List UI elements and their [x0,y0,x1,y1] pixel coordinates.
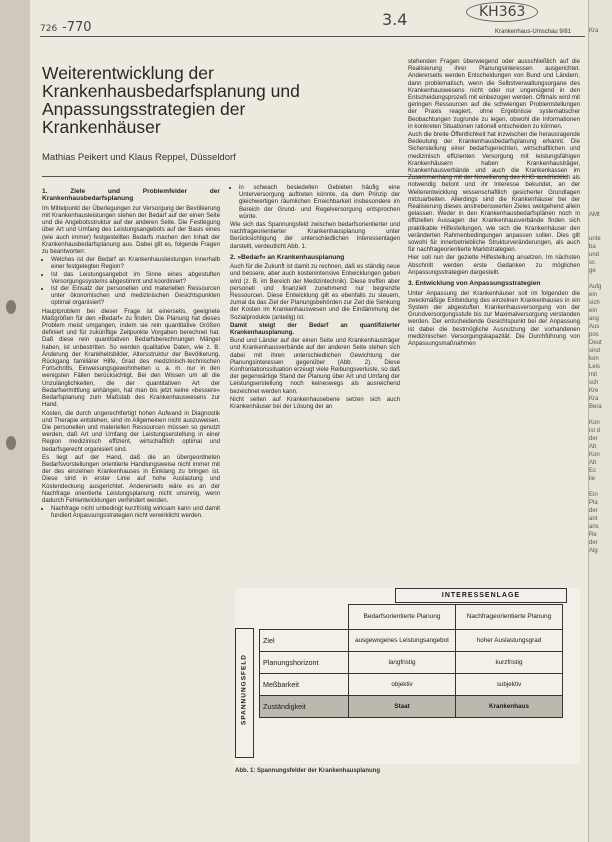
header-rule [40,36,585,37]
adjacent-page-fragment: Kra [589,28,599,34]
page-number: 726 [40,24,58,34]
table-cell: kurzfristig [456,652,563,674]
paragraph: Im Mittelpunkt der Überlegungen zur Versorgung der Bevölkerung mit Krankenhausleistungen stehen der Bedarf auf der einen Seite und die Angebotsstruktur auf der anderen Seite. Die Festlegung über Art und Umfang des Leistungsangebots auf der Basis eines (wie auch immer) festgestellten Bedarfs machen den Inhalt der Krankenhausbedarfsplanung aus. Dabei gilt es, folgende Fragen zu beantworten: [42,204,220,256]
empty-corner [260,605,349,630]
paragraph: Auch die breite Öffentlichkeit hat inzwischen die herausragende Bedeutung der Krankenhausbedarfsplanung erkannt. Die Sicherstellung einer bedarfsgerechten, wirtschaftlichen und medizinisch effizienten Versorgung mit leistungsfähigen Krankenhäusern haben Krankenhausträger, Krankenhausverbände und auch die Krankenkassen im Zusammenhang mit der Novellierung des KHG ausdrücklich als notwendig betont und ihr Interesse bekundet, an der Weiterentwicklung wissenschaftlich gesicherter Grundlagen mitzuarbeiten. Allerdings sind die Krankenhäuser bei der Realisierung dieses anstrebenswerten Zieles weitgehend allein gelassen. Weder in den Krankenhausbedarfsplänen noch in offiziellen Aussagen der Krankenhausverbände finden sich praktikable Hilfestellungen, wie sich die Krankenhäuser den veränderten Rahmenbedingungen anpassen sollen. Dies gilt sowohl für innerbetriebliche Strukturveränderungen, als auch für nachfrageorientierte Marktstrategien. [408,131,580,254]
adjacent-page-fragment: mit [589,372,597,378]
adjacent-page-fragment: Aus [589,324,600,330]
adjacent-page-fragment: AMt [589,212,600,218]
section-heading-2: 2. »Bedarf« an Krankenhausplanung [230,253,345,261]
paragraph: Unter Anpassung der Krankenhäuser soll im folgenden die zweckmäßige Einbindung des einzelnen Krankenhauses in ein System der abgestuften Krankenhausversorgung von der Grundversorgungsstufe bis zur Maximalversorgung verstanden werden. Der entscheidende Gesichtspunkt bei der Anpassung ist dabei die bestmögliche Ausnutzung der vorhandenen medizinischen Versorgungskapazität. Die Durchführung von Anpassungsmaßnahmen [408,289,580,347]
tension-field-label: SPANNUNGSFELD [240,653,248,726]
table-cell: Staat [349,696,456,718]
adjacent-page-fragment: Kre [589,388,599,394]
row-label: Planungshorizont [260,652,349,674]
adjacent-page-fragment [589,116,612,124]
adjacent-page-fragment [589,100,612,108]
adjacent-page-fragment: Re [589,532,597,538]
adjacent-page-fragment [589,204,612,212]
adjacent-page-fragment: Ab [589,444,597,450]
bullet-list [230,184,400,220]
adjacent-page-fragment [589,188,612,196]
journal-header: Krankenhaus-Umschau 9/81 [495,29,572,35]
adjacent-page-fragment: Bera [589,404,602,410]
bullet-list [42,505,220,519]
adjacent-page-fragment: ge [589,268,596,274]
adjacent-page-fragment [589,68,612,76]
adjacent-page-fragment: ist d [589,428,601,434]
row-label: Meßbarkeit [260,674,349,696]
adjacent-page-edge [588,0,612,842]
handwritten-number: 3.4 [382,10,408,29]
list-item: • Ist der Einsatz der personellen und materiellen Ressourcen unter ökonomischen und medizinischen Gesichtspunkten optimal organisiert? [51,285,220,307]
adjacent-page-fragment [589,36,612,44]
table-row [260,652,563,674]
adjacent-page-fragment [589,84,612,92]
column-2 [230,184,400,411]
adjacent-page-fragment: Kon [589,452,600,458]
adjacent-page-fragment: sch [589,380,599,386]
figure-interest-matrix [235,588,580,764]
paragraph-bold: Damit steigt der Bedarf an quantifizierter Krankenhausplanung. [230,321,400,337]
table-cell: ausgewogenes Leistungsangebot [349,630,456,652]
adjacent-page-fragment [589,132,612,140]
bullet-list [42,256,220,306]
adjacent-page-fragment [589,276,612,284]
row-label: Ziel [260,630,349,652]
adjacent-page-fragment [589,60,612,68]
paragraph: Bund und Länder auf der einen Seite und Krankenhausträger und Krankenhausverbände auf der anderen Seite stehen sich dabei mit ihren unterschiedlichen Gewichtung der Planungsinteressen gegenüber (Abb. 2). Diese Konfrontationssituation erzeugt viele Reibungsverluste, so daß der gegenwärtige Stand der Planung über Art und Umfang der Leistungserstellung noch keineswegs als ausreichend bezeichnet werden kann. [230,337,400,395]
adjacent-page-fragment: sind [589,348,601,354]
table-row [260,630,563,652]
adjacent-page-fragment: ang [589,316,600,322]
paragraph: Nicht selten auf Krankenhausebene setzen sich auch Krankenhäuser bei der Lösung der an [230,395,400,411]
archive-stamp: KH363 [466,2,538,22]
adjacent-page-fragment [589,412,612,420]
adjacent-page-fragment: pos [589,332,599,338]
adjacent-page-fragment: Kra [589,396,599,402]
adjacent-page-fragment: Ein [589,492,598,498]
punch-hole-top [6,300,16,314]
adjacent-page-fragment [589,52,612,60]
adjacent-page-fragment: Alg [589,548,598,554]
paragraph: Wie sich das Spannungsfeld zwischen bedarfsorientierter und nachfrageorientierter Krankenhausplanung unter Berücksichtigung der unterschiedlichen Interessenlagen darstellt, verdeutlicht Abb. 1. [230,221,400,250]
adjacent-page-fragment: der [589,436,598,442]
interest-label: INTERESSENLAGE [395,588,567,603]
adjacent-page-fragment: sc [589,260,595,266]
column-header: Bedarfsorientierte Planung [349,605,456,630]
table-row [260,674,563,696]
adjacent-page-fragment [589,140,612,148]
adjacent-page-fragment [589,228,612,236]
column-1 [42,184,220,521]
adjacent-page-fragment [589,92,612,100]
paragraph: Hier soll nun der gezielte Hilfestellung ansetzen. Im nächsten Abschnitt werden erste Gedanken zu möglichen Anpassungsstrategien dargestellt. [408,254,580,276]
adjacent-page-fragment: kon [589,356,599,362]
handwritten-mark: -770 [62,20,92,35]
article-title: Weiterentwicklung der Krankenhausbedarfsplanung und Anpassungsstrategien der Krankenhäuser [42,62,300,137]
adjacent-page-fragment [589,76,612,84]
adjacent-page-fragment [589,172,612,180]
list-item: • Welches ist der Bedarf an Krankenhausleistungen innerhalb einer festgelegten Region? [51,256,220,270]
binding-edge [0,0,30,842]
punch-hole-bottom [6,436,16,450]
adjacent-page-fragment: ant [589,516,598,522]
adjacent-page-fragment: Ec [589,468,597,474]
adjacent-page-fragment [589,484,612,492]
table-cell: hoher Auslastungsgrad [456,630,563,652]
list-item: • Ist das Leistungsangebot im Sinne eines abgestuften Versorgungssystems abgestimmt und koordiniert? [51,271,220,285]
column-header: Nachfrageorientierte Planung [456,605,563,630]
adjacent-page-fragment [589,148,612,156]
interest-table [259,604,563,718]
table-cell: Krankenhaus [456,696,563,718]
table-cell: objektiv [349,674,456,696]
adjacent-page-fragment: unte [589,236,601,242]
adjacent-page-fragment: ein [589,308,598,314]
table-row [260,696,563,718]
adjacent-page-fragment [589,44,612,52]
adjacent-page-fragment: der [589,508,598,514]
adjacent-page-fragment: lie [589,476,596,482]
row-label: Zuständigkeit [260,696,349,718]
column-3 [408,58,580,348]
paragraph: Hauptproblem bei dieser Frage ist einerseits, geeignete Maßgrößen für den »Bedarf« zu finden. Die Planung hat dieses Problem meist umgangen, indem sie rein quantitative Größen definiert und für zukünftige Zeitpunkte Vorgaben berechnet hat. Daß diese rein quantitativen Bedarfsberechnungen Mängel haben, ist unbestritten. So werden qualitative Daten, wie z. B. Änderung der Krankheitsbilder, Altersstruktur der Bevölkerung, Rückgang familiärer Hilfe, Grad des medizinisch-technischen Fortschritts, Einweisungsgewohnheiten u. a. m. nur in den wenigsten Fällen berücksichtigt. Bei den Wissen um all die Unzulänglichkeiten, die der quantitativen Art der Bedarfsermittlung anhängen, hat man bis jetzt keine »bessere« Bedarfsplanung zum Maßstab des Krankenhauswesens zur Hand. [42,307,220,409]
paragraph: Auch für die Zukunft ist damit zu rechnen, daß es ständig neue und bessere, aber auch kostenintensive Entwicklungen geben wird (z. B. im Bereich der Medizintechnik). Diese treffen aber personell und finanziell zunehmend nur begrenzte Ressourcen. Diese Entwicklung gilt es ebenfalls zu steuern, zumal da das Ziel der Planungsbehörden zur Zeit die Senkung der Kosten im Krankenhauswesen und die Eindämmung der Sozialprodukte (anteilig) ist. [230,263,400,321]
adjacent-page-fragment: ein [589,292,598,298]
adjacent-page-fragment [589,156,612,164]
adjacent-page-fragment [589,220,612,228]
figure-caption: Abb. 1: Spannungsfelder der Krankenhausplanung [235,768,381,774]
article-authors: Mathias Peikert und Klaus Reppel, Düsseldorf [42,152,236,163]
list-item: • Nachfrage nicht unbedingt kurzfristig wirksam kann und damit fundiert Anpassungsstrategien nicht verwirklicht werden. [51,505,220,519]
table-header-row [260,605,563,630]
adjacent-page-fragment: ba [589,244,596,250]
paragraph: Es liegt auf der Hand, daß die an übergeordneten Bedarfsvorstellungen orientierte Handlungsweise nicht immer mit der des einzelnen Krankenhauses in Einklang zu bringen ist. Diese sind in erster Linie auf hohe Auslastung und Kostendeckung ausgerichtet. Andererseits wäre es an der Nachfrage orientierte Leistungsplanung nicht unsinnig, wenn dadurch Fehlentwicklungen verhindert werden. [42,453,220,504]
table-cell: langfristig [349,652,456,674]
paragraph: Kosten, die durch ungerechtfertigt hohen Aufwand in Diagnostik und Therapie entstehen, sind im Allgemeinen nicht auszuweisen. Die personellen und materiellen Ressourcen müssen so genutzt werden, daß Art und Umfang der Leistungserstellung in einer Region medizinisch effizient, wirtschaftlich optimal und bedarfsgerecht organisiert sind. [42,409,220,453]
adjacent-page-fragment: sich [589,300,600,306]
adjacent-page-fragment: Aufg [589,284,602,290]
adjacent-page-fragment: Ab [589,460,597,466]
adjacent-page-fragment [589,124,612,132]
adjacent-page-fragment: und [589,252,600,258]
adjacent-page-fragment: Leis [589,364,601,370]
tension-field-band [235,628,254,758]
adjacent-page-fragment [589,108,612,116]
table-cell: subjektiv [456,674,563,696]
adjacent-page-fragment: Pla [589,500,598,506]
adjacent-page-fragment [589,164,612,172]
adjacent-page-fragment: Deut [589,340,602,346]
adjacent-page-fragment: der [589,540,598,546]
adjacent-page-fragment [589,180,612,188]
section-heading-1: 1. Ziele und Problemfelder der Krankenhausbedarfsplanung [42,188,220,203]
adjacent-page-fragment: Kon [589,420,600,426]
adjacent-page-fragment [589,196,612,204]
list-item: • in schwach besiedelten Gebieten häufig eine Unterversorgung auftreten könnte, da dem Prinzip der gleichwertigen räumlichen Erreichbarkeit insbesondere im Bereich der Grund- und Regelversorgung entsprochen würde. [239,184,400,220]
adjacent-page-fragment: ans [589,524,599,530]
section-heading-3: 3. Entwicklung von Anpassungsstrategien [408,280,541,288]
paragraph: stehenden Fragen überwiegend oder ausschließlich auf die Realisierung ihrer Planungsinteressen ausgerichtet. Andererseits werden Entscheidungen von Bund und Ländern, dann problematisch, wenn die Selbstverwaltungsorgane des Krankenhauswesens nicht oder nur ungenügend in den Entscheidungsprozeß mit einbezogen werden. Oftmals wird mit geringen Ressourcen auf die schwierigen Problemstellungen der Praxis reagiert, ohne Ergebnisse systematischer Beobachtungen zugrunde zu legen, obwohl die Informationen in konkreten Situationen rationell entscheiden zu können. [408,58,580,130]
